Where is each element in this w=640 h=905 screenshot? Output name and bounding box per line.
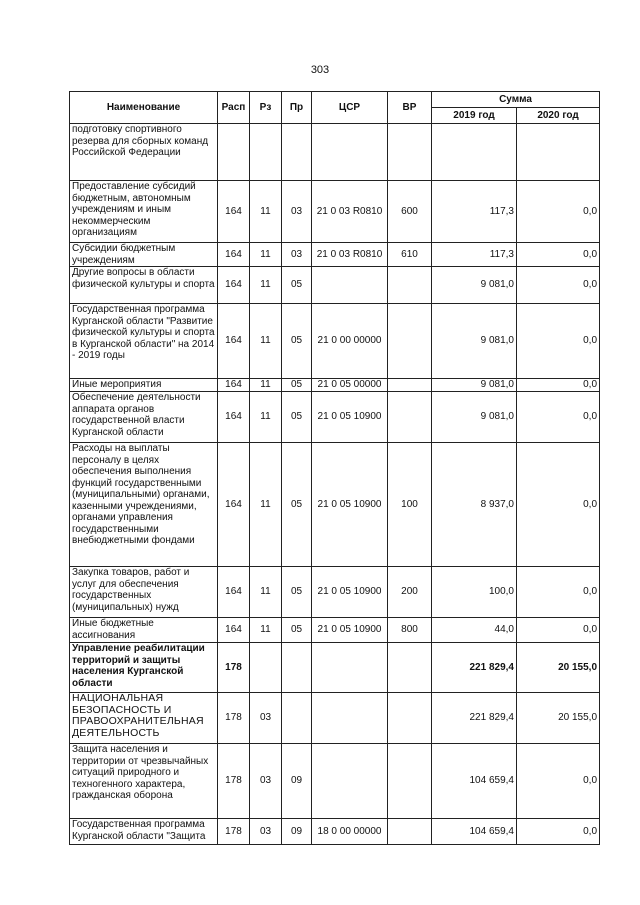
row-rz: 11	[250, 618, 282, 643]
row-pr: 05	[282, 304, 312, 379]
row-2020	[517, 124, 600, 181]
row-2020: 20 155,0	[517, 643, 600, 693]
row-name: Предоставление субсидий бюджетным, автономным учреждениям и иным некоммерческим организациям	[70, 181, 218, 243]
row-rasp: 178	[218, 693, 250, 744]
row-vr: 800	[388, 618, 432, 643]
row-rasp: 164	[218, 443, 250, 567]
header-2019: 2019 год	[432, 108, 517, 124]
row-name: Другие вопросы в области физической культуры и спорта	[70, 267, 218, 304]
table-row	[70, 819, 600, 845]
row-pr: 03	[282, 181, 312, 243]
row-rz: 11	[250, 392, 282, 443]
row-rasp: 164	[218, 618, 250, 643]
row-rz: 11	[250, 181, 282, 243]
row-name: Закупка товаров, работ и услуг для обеспечения государственных (муниципальных) нужд	[70, 567, 218, 618]
row-2019: 9 081,0	[432, 379, 517, 392]
row-pr: 05	[282, 379, 312, 392]
row-2019: 117,3	[432, 243, 517, 267]
row-rasp: 178	[218, 744, 250, 819]
row-csr	[312, 744, 388, 819]
row-rasp: 164	[218, 243, 250, 267]
row-2020: 0,0	[517, 567, 600, 618]
row-pr: 09	[282, 744, 312, 819]
row-vr: 610	[388, 243, 432, 267]
table-row	[70, 744, 600, 819]
table-row	[70, 392, 600, 443]
row-csr	[312, 643, 388, 693]
table-row	[70, 181, 600, 243]
row-name: Управление реабилитации территорий и защиты населения Курганской области	[70, 643, 218, 693]
table-row	[70, 567, 600, 618]
header-rasp: Расп	[218, 92, 250, 124]
header-rz: Рз	[250, 92, 282, 124]
row-csr: 21 0 05 00000	[312, 379, 388, 392]
table-row	[70, 693, 600, 744]
row-csr: 18 0 00 00000	[312, 819, 388, 845]
row-vr	[388, 744, 432, 819]
row-2019: 104 659,4	[432, 819, 517, 845]
row-pr: 05	[282, 443, 312, 567]
row-rasp	[218, 124, 250, 181]
row-2020: 20 155,0	[517, 693, 600, 744]
row-vr	[388, 379, 432, 392]
row-2019: 117,3	[432, 181, 517, 243]
row-rasp: 164	[218, 304, 250, 379]
row-rz: 03	[250, 819, 282, 845]
row-2020: 0,0	[517, 392, 600, 443]
row-csr: 21 0 05 10900	[312, 618, 388, 643]
row-csr: 21 0 03 R0810	[312, 181, 388, 243]
row-2020: 0,0	[517, 243, 600, 267]
row-2019: 221 829,4	[432, 643, 517, 693]
row-pr: 05	[282, 618, 312, 643]
table-row	[70, 643, 600, 693]
row-name: Расходы на выплаты персоналу в целях обеспечения выполнения функций государственными (муниципальными) органами, казенными учреждениями, органами управления государственными внебюджетными фондами	[70, 443, 218, 567]
row-2019: 221 829,4	[432, 693, 517, 744]
row-2020: 0,0	[517, 267, 600, 304]
row-name: подготовку спортивного резерва для сборных команд Российской Федерации	[70, 124, 218, 181]
row-csr: 21 0 03 R0810	[312, 243, 388, 267]
row-rasp: 178	[218, 819, 250, 845]
row-rz: 11	[250, 304, 282, 379]
row-pr: 03	[282, 243, 312, 267]
budget-table	[69, 91, 600, 845]
row-name: Иные мероприятия	[70, 379, 218, 392]
row-rz: 11	[250, 379, 282, 392]
header-2020: 2020 год	[517, 108, 600, 124]
row-2020: 0,0	[517, 181, 600, 243]
row-rz	[250, 124, 282, 181]
row-name: Государственная программа Курганской области "Развитие физической культуры и спорта в Курганской области" на 2014 - 2019 годы	[70, 304, 218, 379]
row-rz: 03	[250, 693, 282, 744]
row-rasp: 178	[218, 643, 250, 693]
table-row	[70, 243, 600, 267]
row-2019: 8 937,0	[432, 443, 517, 567]
row-csr: 21 0 00 00000	[312, 304, 388, 379]
row-2019: 9 081,0	[432, 267, 517, 304]
row-2020: 0,0	[517, 379, 600, 392]
row-pr	[282, 693, 312, 744]
row-rasp: 164	[218, 567, 250, 618]
row-rasp: 164	[218, 392, 250, 443]
row-pr	[282, 643, 312, 693]
row-csr	[312, 267, 388, 304]
row-2019: 44,0	[432, 618, 517, 643]
header-csr: ЦСР	[312, 92, 388, 124]
row-csr: 21 0 05 10900	[312, 567, 388, 618]
row-rasp: 164	[218, 267, 250, 304]
row-csr	[312, 693, 388, 744]
table-row	[70, 443, 600, 567]
row-2020: 0,0	[517, 618, 600, 643]
row-name: НАЦИОНАЛЬНАЯ БЕЗОПАСНОСТЬ И ПРАВООХРАНИТЕЛЬНАЯ ДЕЯТЕЛЬНОСТЬ	[70, 693, 218, 744]
row-rasp: 164	[218, 379, 250, 392]
row-pr: 09	[282, 819, 312, 845]
row-pr: 05	[282, 267, 312, 304]
row-2020: 0,0	[517, 819, 600, 845]
row-rz	[250, 643, 282, 693]
row-rz: 03	[250, 744, 282, 819]
row-vr: 600	[388, 181, 432, 243]
row-2019: 9 081,0	[432, 304, 517, 379]
row-csr: 21 0 05 10900	[312, 443, 388, 567]
row-name: Субсидии бюджетным учреждениям	[70, 243, 218, 267]
row-pr: 05	[282, 392, 312, 443]
row-2020: 0,0	[517, 744, 600, 819]
row-rz: 11	[250, 243, 282, 267]
row-vr: 100	[388, 443, 432, 567]
header-name: Наименование	[70, 92, 218, 124]
row-2019	[432, 124, 517, 181]
table-row	[70, 304, 600, 379]
table-row	[70, 267, 600, 304]
row-rasp: 164	[218, 181, 250, 243]
row-vr	[388, 267, 432, 304]
row-name: Защита населения и территории от чрезвычайных ситуаций природного и техногенного характера, гражданская оборона	[70, 744, 218, 819]
row-vr	[388, 124, 432, 181]
row-rz: 11	[250, 443, 282, 567]
row-csr: 21 0 05 10900	[312, 392, 388, 443]
table-row	[70, 618, 600, 643]
row-rz: 11	[250, 567, 282, 618]
row-2020: 0,0	[517, 443, 600, 567]
row-2019: 100,0	[432, 567, 517, 618]
row-vr	[388, 693, 432, 744]
row-pr	[282, 124, 312, 181]
row-2019: 9 081,0	[432, 392, 517, 443]
row-name: Иные бюджетные ассигнования	[70, 618, 218, 643]
row-vr	[388, 819, 432, 845]
row-vr	[388, 643, 432, 693]
row-pr: 05	[282, 567, 312, 618]
row-2020: 0,0	[517, 304, 600, 379]
row-vr: 200	[388, 567, 432, 618]
page-number: 303	[310, 64, 330, 76]
row-vr	[388, 392, 432, 443]
header-sum: Сумма	[432, 92, 600, 108]
row-name: Обеспечение деятельности аппарата органов государственной власти Курганской области	[70, 392, 218, 443]
table-row	[70, 379, 600, 392]
row-rz: 11	[250, 267, 282, 304]
row-name: Государственная программа Курганской области "Защита	[70, 819, 218, 845]
header-pr: Пр	[282, 92, 312, 124]
row-csr	[312, 124, 388, 181]
row-2019: 104 659,4	[432, 744, 517, 819]
row-vr	[388, 304, 432, 379]
header-vr: ВР	[388, 92, 432, 124]
table-row	[70, 124, 600, 181]
